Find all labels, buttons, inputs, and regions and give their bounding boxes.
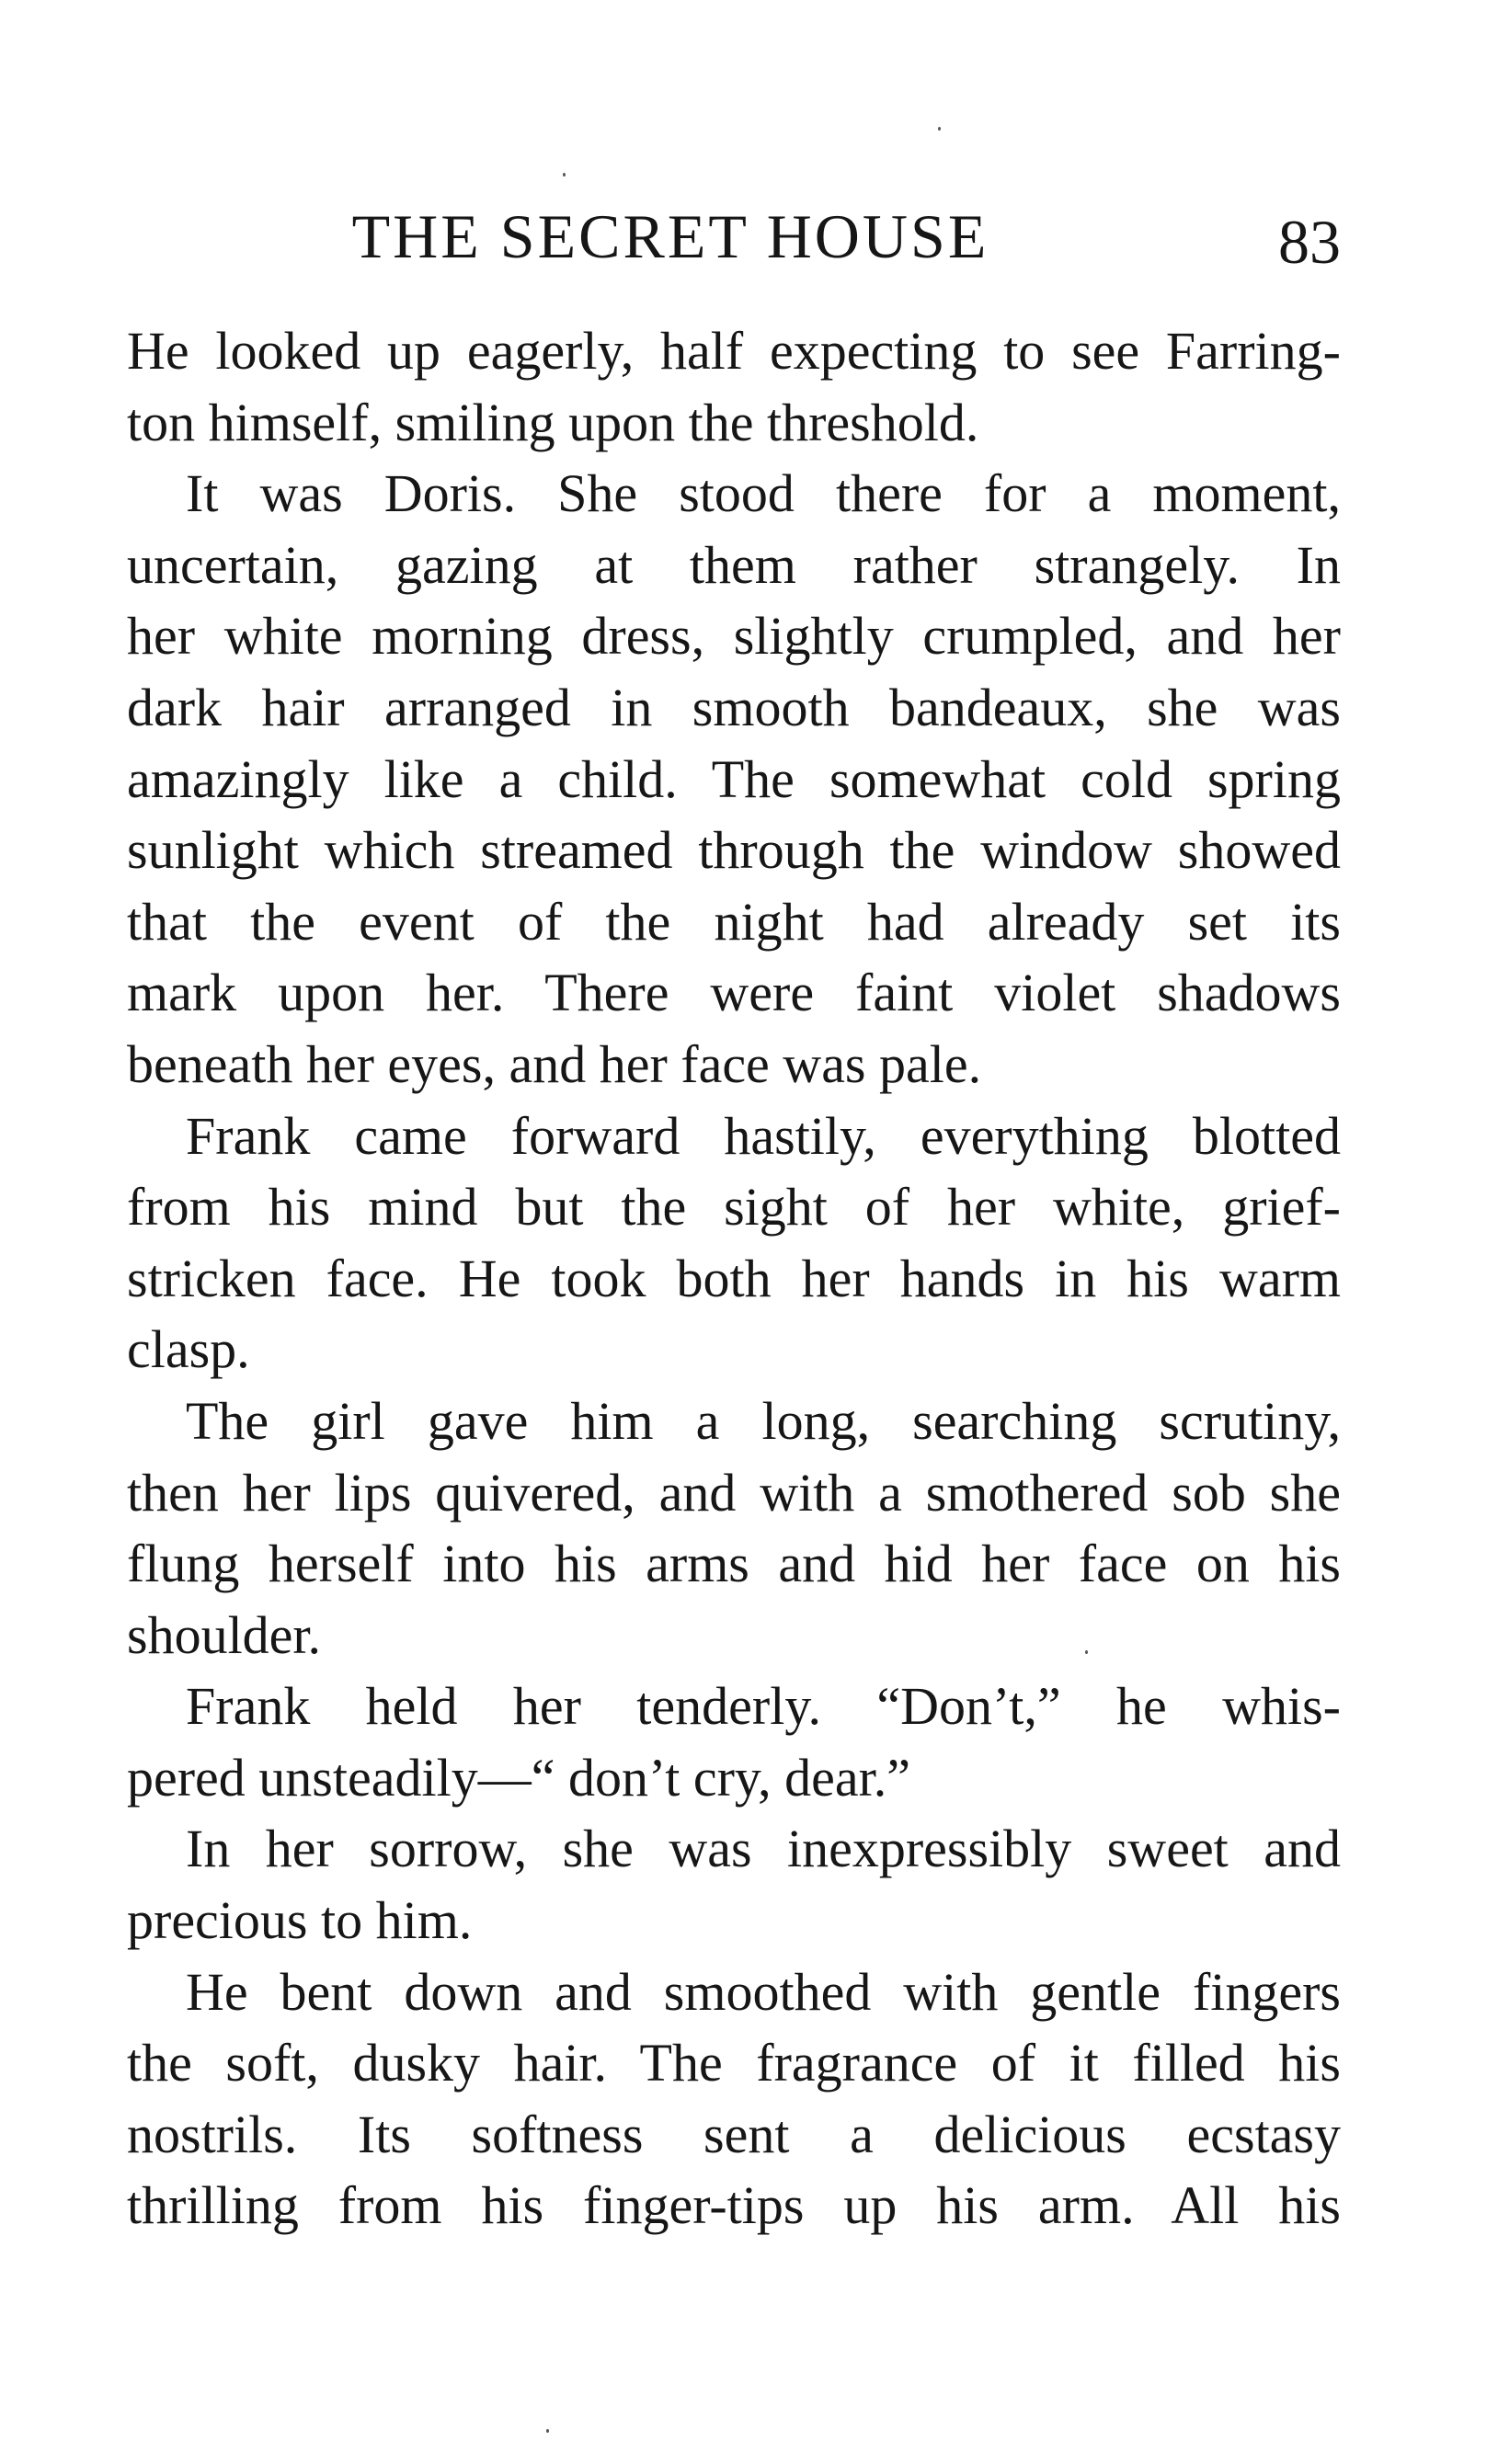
text-line: pered unsteadily—“ don’t cry, dear.” — [127, 1747, 910, 1808]
print-speck — [546, 2429, 549, 2433]
text-line: amazingly like a child. The somewhat cold spring — [127, 748, 1341, 809]
text-line: He bent down and smoothed with gentle fingers — [186, 1961, 1341, 2022]
text-line: dark hair arranged in smooth bandeaux, she was — [127, 677, 1341, 737]
text-line: from his mind but the sight of her white, grief- — [127, 1177, 1341, 1238]
text-line: mark upon her. There were faint violet shadows — [127, 963, 1341, 1023]
text-line: the soft, dusky hair. The fragrance of it filled his — [127, 2033, 1341, 2093]
text-line: sunlight which streamed through the window showed — [127, 820, 1341, 881]
body-text — [127, 315, 1341, 2242]
text-line: He looked up eagerly, half expecting to see Farring- — [127, 321, 1341, 381]
running-head — [127, 195, 1341, 278]
text-line: It was Doris. She stood there for a moment, — [186, 463, 1341, 524]
text-line: flung herself into his arms and hid her face on his — [127, 1534, 1341, 1594]
text-line: stricken face. He took both her hands in his warm — [127, 1248, 1341, 1308]
text-line: ton himself, smiling upon the threshold. — [127, 392, 979, 452]
print-speck — [938, 127, 941, 131]
running-title: THE SECRET HOUSE — [351, 201, 989, 271]
text-line: beneath her eyes, and her face was pale. — [127, 1033, 982, 1094]
text-line: then her lips quivered, and with a smothered sob she — [127, 1462, 1341, 1523]
text-line: In her sorrow, she was inexpressibly sweet and — [186, 1819, 1341, 1879]
print-speck — [563, 173, 566, 177]
text-line: The girl gave him a long, searching scrutiny, — [186, 1390, 1341, 1451]
print-speck — [1085, 1650, 1088, 1654]
text-line: uncertain, gazing at them rather strangely. In — [127, 534, 1341, 595]
text-line: precious to him. — [127, 1890, 473, 1951]
text-line: that the event of the night had already set its — [127, 891, 1341, 952]
text-line: Frank came forward hastily, everything blotted — [186, 1105, 1341, 1166]
page-number: 83 — [1278, 207, 1341, 277]
text-line: nostrils. Its softness sent a delicious ecstasy — [127, 2104, 1341, 2164]
text-line: Frank held her tenderly. “Don’t,” he whis- — [186, 1676, 1341, 1737]
text-line: shoulder. — [127, 1604, 322, 1665]
text-line: her white morning dress, slightly crumpled, and her — [127, 606, 1341, 667]
text-line: clasp. — [127, 1319, 250, 1380]
text-line: thrilling from his finger-tips up his arm. All his — [127, 2175, 1341, 2236]
